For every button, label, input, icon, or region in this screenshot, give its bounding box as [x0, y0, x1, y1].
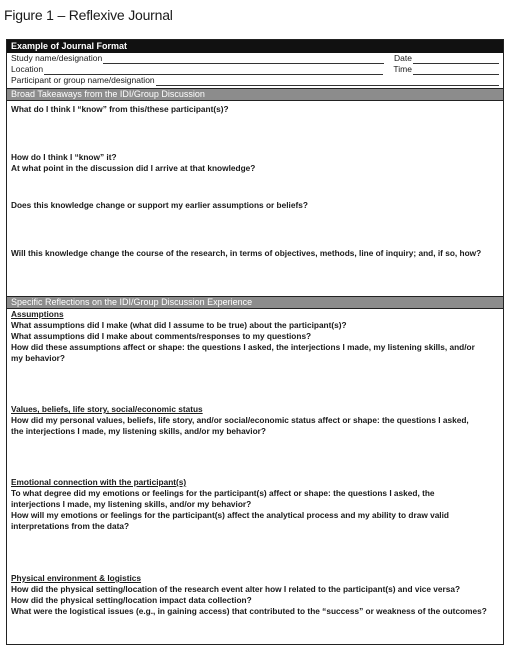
- assumptions-line: How did these assumptions affect or shape: the questions I asked, the interjections I made, my listening skills, and/or: [11, 342, 475, 352]
- question-when: At what point in the discussion did I arrive at that knowledge?: [11, 163, 256, 173]
- date-label: Date: [394, 53, 412, 63]
- participant-row: [11, 75, 499, 86]
- participant-label: Participant or group name/designation: [11, 75, 155, 85]
- emotional-questions: [11, 488, 495, 532]
- values-heading: Values, beliefs, life story, social/economic status: [11, 404, 203, 414]
- assumptions-line: my behavior?: [11, 353, 65, 363]
- section2-header: Specific Reflections on the IDI/Group Discussion Experience: [7, 296, 503, 309]
- section2-body: [7, 309, 503, 649]
- emotional-line: How will my emotions or feelings for the participant(s) affect the analytical process and my ability to draw valid: [11, 510, 449, 520]
- study-row: [11, 53, 499, 64]
- assumptions-line: What assumptions did I make about comments/responses to my questions?: [11, 331, 312, 341]
- values-line: How did my personal values, beliefs, life story, and/or social/economic status affect or shape: the questions I asked,: [11, 415, 469, 425]
- question-assumptions: Does this knowledge change or support my earlier assumptions or beliefs?: [11, 200, 308, 210]
- header-fields: [7, 53, 503, 86]
- section1-body: [7, 101, 503, 296]
- physical-heading: Physical environment & logistics: [11, 573, 142, 583]
- journal-format-header: Example of Journal Format: [7, 40, 503, 53]
- location-line[interactable]: [44, 66, 383, 75]
- date-line[interactable]: [413, 55, 499, 64]
- assumptions-heading: Assumptions: [11, 309, 64, 319]
- time-line[interactable]: [413, 66, 499, 75]
- physical-line: What were the logistical issues (e.g., in gaining access) that contributed to the “success” or weakness of the outcomes?: [11, 606, 487, 616]
- location-label: Location: [11, 64, 44, 74]
- assumptions-questions: [11, 320, 495, 364]
- time-label: Time: [393, 64, 412, 74]
- emotional-line: To what degree did my emotions or feelings for the participant(s) affect or shape: the questions I asked, the: [11, 488, 435, 498]
- physical-line: How did the physical setting/location of the research event alter how I related to the participant(s) and vice versa?: [11, 584, 461, 594]
- physical-questions: [11, 584, 495, 617]
- participant-line[interactable]: [156, 77, 499, 86]
- emotional-line: interpretations from the data?: [11, 521, 130, 531]
- assumptions-line: What assumptions did I make (what did I assume to be true) about the participant(s)?: [11, 320, 347, 330]
- location-row: [11, 64, 499, 75]
- emotional-heading: Emotional connection with the participant(s): [11, 477, 187, 487]
- study-line[interactable]: [103, 55, 384, 64]
- values-questions: [11, 415, 495, 437]
- figure-title: Figure 1 – Reflexive Journal: [4, 7, 173, 23]
- section1-header: Broad Takeaways from the IDI/Group Discussion: [7, 88, 503, 101]
- journal-frame: [6, 39, 504, 645]
- study-label: Study name/designation: [11, 53, 103, 63]
- values-line: the interjections I made, my listening skills, and/or my behavior?: [11, 426, 266, 436]
- question-course: Will this knowledge change the course of the research, in terms of objectives, methods, line of inquiry; and, if so, how?: [11, 248, 482, 258]
- question-how-know: How do I think I “know” it?: [11, 152, 117, 162]
- emotional-line: interjections I made, my listening skills, and/or my behavior?: [11, 499, 252, 509]
- physical-line: How did the physical setting/location impact data collection?: [11, 595, 252, 605]
- question-know: What do I think I “know” from this/these participant(s)?: [11, 104, 229, 114]
